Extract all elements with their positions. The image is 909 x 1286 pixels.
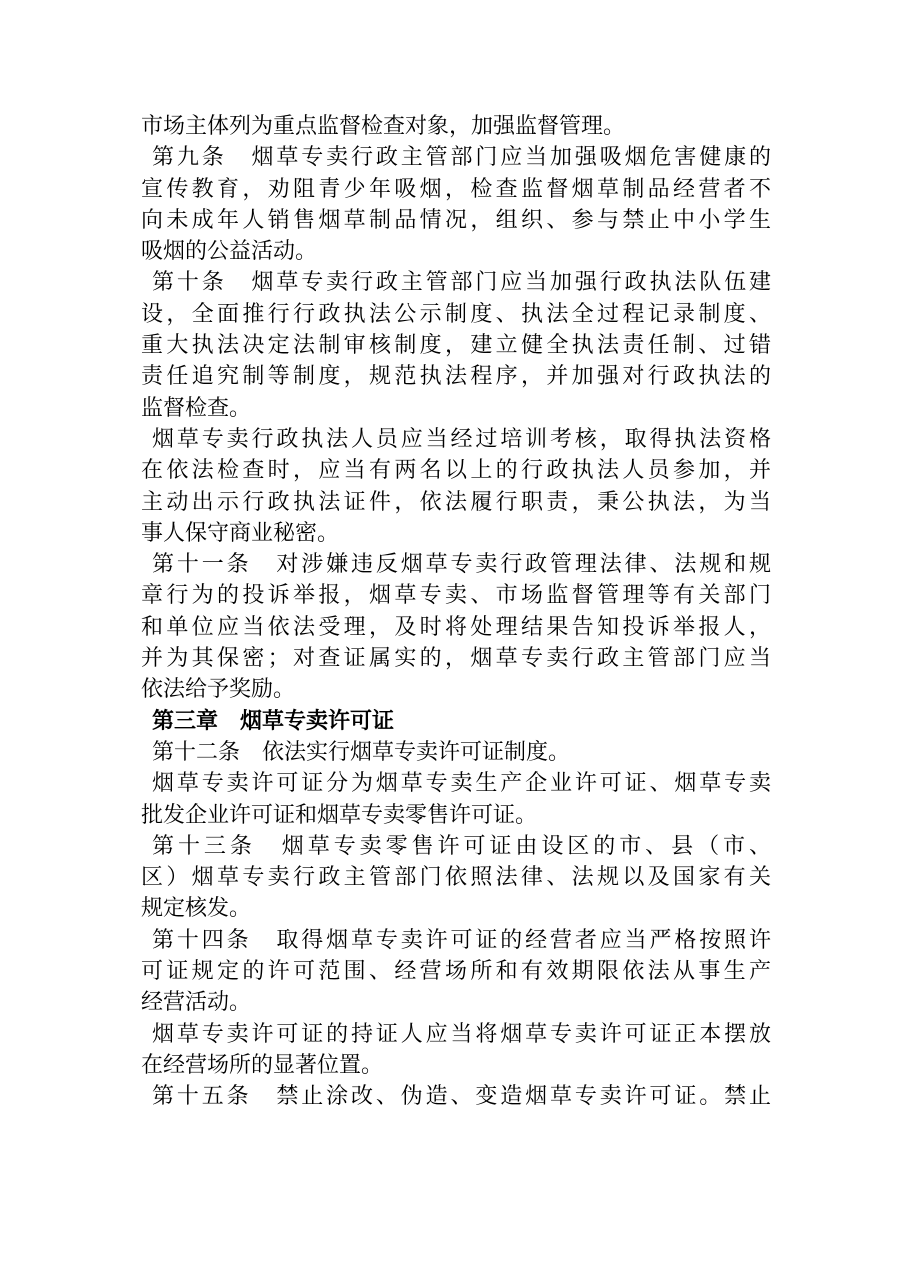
body-text-line: 规定核发。 [141, 896, 252, 922]
body-text-line: 烟草专卖许可证分为烟草专卖生产企业许可证、烟草专卖 [152, 771, 771, 797]
body-text-line: 第十一条 对涉嫌违反烟草专卖行政管理法律、法规和规 [152, 552, 771, 578]
body-text-line: 主动出示行政执法证件，依法履行职责，秉公执法，为当 [141, 489, 771, 515]
body-text-line: 向未成年人销售烟草制品情况，组织、参与禁止中小学生 [141, 207, 771, 233]
body-text-line: 监督检查。 [141, 395, 252, 421]
body-text-line: 依法给予奖励。 [141, 677, 296, 703]
body-text-line: 烟草专卖行政执法人员应当经过培训考核，取得执法资格 [152, 426, 771, 452]
body-text-line: 在经营场所的显著位置。 [141, 1052, 384, 1078]
body-text-line: 事人保守商业秘密。 [141, 520, 340, 546]
body-text-line: 并为其保密；对查证属实的，烟草专卖行政主管部门应当 [141, 646, 771, 672]
body-text-line: 第十四条 取得烟草专卖许可证的经营者应当严格按照许 [152, 927, 771, 953]
body-text-line: 和单位应当依法受理，及时将处理结果告知投诉举报人， [141, 614, 771, 640]
body-text-line: 宣传教育，劝阻青少年吸烟，检查监督烟草制品经营者不 [141, 176, 771, 202]
document-page [141, 111, 771, 1113]
body-text-line: 重大执法决定法制审核制度，建立健全执法责任制、过错 [141, 333, 771, 359]
body-text-line: 章行为的投诉举报，烟草专卖、市场监督管理等有关部门 [141, 583, 771, 609]
chapter-heading: 第三章 烟草专卖许可证 [152, 708, 395, 734]
body-text-line: 责任追究制等制度，规范执法程序，并加强对行政执法的 [141, 364, 771, 390]
body-text-line: 设，全面推行行政执法公示制度、执法全过程记录制度、 [141, 301, 771, 327]
body-text-line: 第十二条 依法实行烟草专卖许可证制度。 [152, 739, 571, 765]
body-text-line: 在依法检查时，应当有两名以上的行政执法人员参加，并 [141, 458, 771, 484]
body-text-line: 第十三条 烟草专卖零售许可证由设区的市、县（市、 [152, 833, 771, 859]
body-text-line: 可证规定的许可范围、经营场所和有效期限依法从事生产 [141, 959, 771, 985]
body-text-line: 烟草专卖许可证的持证人应当将烟草专卖许可证正本摆放 [152, 1021, 771, 1047]
body-text-line: 第十五条 禁止涂改、伪造、变造烟草专卖许可证。禁止 [152, 1084, 771, 1110]
body-text-line: 区）烟草专卖行政主管部门依照法律、法规以及国家有关 [141, 865, 771, 891]
body-text-line: 市场主体列为重点监督检查对象，加强监督管理。 [141, 114, 626, 139]
body-text-line: 批发企业许可证和烟草专卖零售许可证。 [141, 802, 538, 828]
body-text-line: 吸烟的公益活动。 [141, 239, 318, 265]
body-text-line: 第九条 烟草专卖行政主管部门应当加强吸烟危害健康的 [152, 145, 771, 171]
body-text-line: 经营活动。 [141, 990, 252, 1016]
body-text-line: 第十条 烟草专卖行政主管部门应当加强行政执法队伍建 [152, 270, 771, 296]
